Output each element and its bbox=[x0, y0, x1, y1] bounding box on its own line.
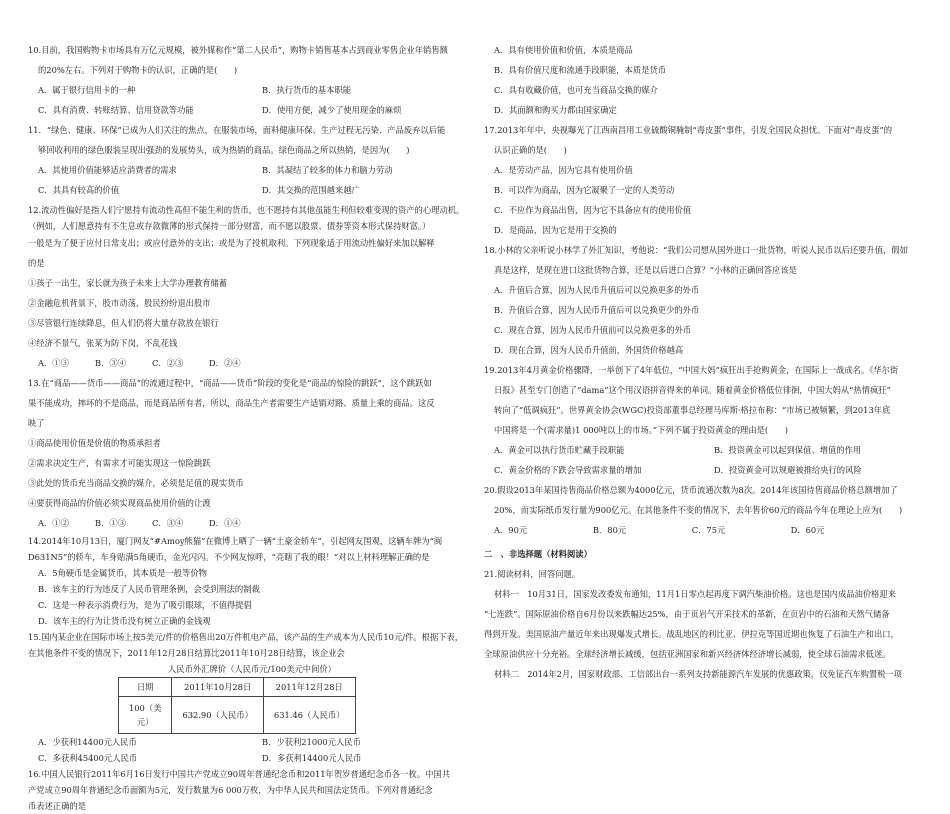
question-12 bbox=[28, 200, 476, 373]
option-a: A．黄金可以执行货币贮藏手段职能 bbox=[494, 445, 625, 455]
option-d: D．其面额和购买力都由国家确定 bbox=[494, 105, 617, 115]
row-label-line: 元） bbox=[136, 717, 154, 727]
option-b: B．80元 bbox=[592, 525, 627, 535]
statement-item: ①孩子一出生，家长就为孩子未来上大学办理教育储蓄 bbox=[28, 278, 228, 288]
question-stem: 在其他条件不变的情况下，2011年12月28日结算比2011年10月28日结算，该企业会 bbox=[28, 648, 345, 658]
option-a: A．少获利14400元人民币 bbox=[38, 737, 137, 747]
question-stem: 够回收利用的绿色服装呈现出强劲的发展势头，成为热销的商品。绿色商品之所以热销，是因为( ) bbox=[38, 145, 410, 155]
option-c: C．多获利45400元人民币 bbox=[38, 753, 138, 763]
question-21 bbox=[484, 564, 924, 684]
question-14 bbox=[28, 533, 476, 629]
option-c: C．不应作为商品出售，因为它不具备应有的使用价值 bbox=[494, 205, 692, 215]
option-row bbox=[484, 440, 924, 460]
statement-item: ③此处的货币充当商品交换的媒介，必须是足值的现实货币 bbox=[28, 478, 244, 488]
option-a: A．是劳动产品，因为它具有使用价值 bbox=[494, 165, 633, 175]
option-row bbox=[28, 160, 476, 180]
option-a: A．①③ bbox=[38, 358, 69, 368]
question-18 bbox=[484, 240, 924, 360]
table-row-label bbox=[119, 697, 172, 734]
option-c: C．现在合算，因为人民币升值前可以兑换更多的外币 bbox=[494, 325, 692, 335]
question-stem: 10.目前，我国购物卡市场具有万亿元规模，被外媒称作“第二人民币”，购物卡销售基本占到商业零售企业年销售额 bbox=[28, 45, 448, 55]
question-10 bbox=[28, 40, 476, 120]
right-column bbox=[484, 40, 924, 684]
question-stem: 中国将是一个(需求量)1 000吨以上的市场。”下列不属于投资黄金的理由是( ) bbox=[494, 425, 788, 435]
option-row bbox=[484, 520, 924, 540]
question-stem: 19.2013年4月黄金价格骤降，一举创下了4年低位，“中国大妈”疯狂出手抢购黄金，在国际上一战成名。《华尔街 bbox=[484, 365, 899, 375]
section-heading: 二 、非选择题（材料阅读） bbox=[484, 549, 592, 559]
question-stem: 真是这样，是现在进口这批货物合算，还是以后进口合算？”小林的正确回答应该是 bbox=[494, 265, 797, 275]
option-b: B．该车主的行为违反了人民币管理条例，会受到刑法的制裁 bbox=[38, 584, 260, 594]
option-a: A．其使用价值能够适应消费者的需求 bbox=[38, 165, 177, 175]
question-stem: D631N5”的轿车，车身贴满5角硬币，金光闪闪。不少网友惊呼，“亮瞎了我的眼！”对以上材料理解正确的是 bbox=[28, 552, 430, 562]
option-a: A．具有使用价值和价值，本质是商品 bbox=[494, 45, 633, 55]
option-c: C．具有消费、转账结算、信用贷款等功能 bbox=[38, 105, 194, 115]
option-row bbox=[28, 734, 476, 750]
question-stem: 的20%左右。下列对于购物卡的认识，正确的是( ) bbox=[38, 65, 238, 75]
option-b: B．可以作为商品，因为它凝聚了一定的人类劳动 bbox=[494, 185, 675, 195]
option-d: D．多获利14400元人民币 bbox=[262, 753, 362, 763]
question-stem: 14.2014年10月13日，厦门网友“#Amoy熊猫”在微博上晒了一辆“土豪金轿车”，引起网友围观，这辆车牌为“闽 bbox=[28, 536, 443, 546]
question-stem: 映了 bbox=[28, 418, 45, 428]
question-stem: 15.国内某企业在国际市场上按5美元/件的价格售出20万件机电产品，该产品的生产成本为人民币10元/件。根据下表， bbox=[28, 632, 464, 642]
table-header-cell: 日期 bbox=[119, 678, 172, 697]
option-b: B．少获利21000元人民币 bbox=[262, 737, 361, 747]
exchange-rate-table bbox=[118, 677, 356, 734]
table-title: 人民币外汇牌价（人民币元/100美元中间价） bbox=[168, 664, 336, 674]
option-a: A．5角硬币是金属货币，其本质是一般等价物 bbox=[38, 568, 207, 578]
material-line: 材料二 2014年2月，国家财政部、工信部出台一系列支持新能源汽车发展的优惠政策，仅免征汽车购置税一项 bbox=[494, 669, 903, 679]
option-a: A．90元 bbox=[494, 525, 528, 535]
question-17 bbox=[484, 120, 924, 240]
option-b: B．①③ bbox=[95, 518, 126, 528]
question-stem: 12.流动性偏好是指人们宁愿持有流动性高但不能生利的货币，也不愿持有其他虽能生利但较难变现的资产的心理动机。 bbox=[28, 205, 465, 215]
option-row bbox=[28, 513, 476, 533]
material-line: 全球原油供应十分充裕。全球经济增长减缓，包括亚洲国家和新兴经济体经济增长减弱，使全球石油需求低迷。 bbox=[484, 649, 891, 659]
table-cell: 631.46（人民币） bbox=[263, 697, 355, 734]
question-stem: 币表述正确的是 bbox=[28, 801, 87, 811]
question-title: 21.阅读材料，回答问题。 bbox=[484, 569, 581, 579]
option-d: D．使用方便，减少了使用现金的麻烦 bbox=[262, 105, 402, 115]
material-line: “七连跌”。国际原油价格自6月份以来跌幅达25%，由于页岩气开采技术的革新，在页岩中的石油和天然气储备 bbox=[484, 609, 890, 619]
question-stem: 17.2013年年中，央视曝光了江西南昌用工业硫酸铜腌制“毒皮蛋”事件，引发全国民众担忧。下面对“毒皮蛋”的 bbox=[484, 125, 893, 135]
question-stem: 认识正确的是( ) bbox=[494, 145, 567, 155]
question-16-options bbox=[484, 40, 924, 120]
option-b: B．投资黄金可以起到保值、增值的作用 bbox=[714, 445, 862, 455]
question-20 bbox=[484, 480, 924, 540]
option-c: C．②③ bbox=[152, 358, 184, 368]
statement-item: ③尽管银行连续降息，但人们仍将大量存款放在银行 bbox=[28, 318, 219, 328]
question-stem: 转向了“低调疯狂”。世界黄金协会(WGC)投资部董事总经理马库斯·格拉布称：“市场已被频繁，到2013年底 bbox=[494, 405, 891, 415]
option-row bbox=[28, 80, 476, 100]
row-label-line: 100（美 bbox=[129, 703, 162, 713]
option-a: A．①② bbox=[38, 518, 69, 528]
option-b: B．③④ bbox=[95, 358, 126, 368]
table-header-cell: 2011年10月28日 bbox=[172, 678, 264, 697]
option-a: A．属于银行信用卡的一种 bbox=[38, 85, 136, 95]
option-a: A．升值后合算，因为人民币升值后可以兑换更多的外币 bbox=[494, 285, 700, 295]
option-c: C．这是一种表示消费行为，是为了吸引眼球，不值得提倡 bbox=[38, 600, 252, 610]
option-d: D．②④ bbox=[209, 358, 241, 368]
statement-item: ②需求决定生产，有需求才可能实现这一惊险跳跃 bbox=[28, 458, 211, 468]
option-b: B．其凝结了较多的体力和脑力劳动 bbox=[262, 165, 393, 175]
question-stem: 20.假设2013年某国待售商品价格总额为4000亿元，货币流通次数为8次。2014年该国待售商品价格总额增加了 bbox=[484, 485, 898, 495]
option-d: D．现在合算，因为人民币升值前，外国货价格越高 bbox=[494, 345, 684, 355]
question-stem: 产党成立90周年普通纪念币面额为5元，发行数量为6 000万枚，为中华人民共和国法定货币。下列对普通纪念 bbox=[28, 785, 433, 795]
question-stem: 日报》甚至专门创造了“dama”这个用汉语拼音得来的单词。随着黄金价格低位徘徊，中国大妈从“热情疯狂” bbox=[494, 385, 891, 395]
option-d: D．该车主的行为让货币没有树立正确的金钱观 bbox=[38, 616, 211, 626]
option-c: C．③④ bbox=[152, 518, 184, 528]
option-b: B．具有价值尺度和流通手段职能，本质是货币 bbox=[494, 65, 667, 75]
statement-item: ②金融危机背景下，股市动荡，股民纷纷退出股市 bbox=[28, 298, 211, 308]
material-line: 得到开发。美国原油产量近年来出现爆发式增长。战乱地区的利比亚、伊拉克等国近期也恢复了石油生产和出口， bbox=[484, 629, 899, 639]
table-row bbox=[119, 697, 356, 734]
option-b: B．执行货币的基本职能 bbox=[262, 85, 352, 95]
table-cell: 632.90（人民币） bbox=[172, 697, 264, 734]
option-d: D．是商品，因为它是用于交换的 bbox=[494, 225, 617, 235]
table-header-row bbox=[119, 678, 356, 697]
question-stem: 11．“绿色、健康、环保”已成为人们关注的焦点，在服装市场，面料健康环保、生产过程无污染、产品废弃以后能 bbox=[28, 125, 446, 135]
option-d: D．投资黄金可以规避被推给央行的风险 bbox=[714, 465, 862, 475]
question-15 bbox=[28, 629, 476, 766]
question-19 bbox=[484, 360, 924, 480]
question-13 bbox=[28, 373, 476, 533]
question-11 bbox=[28, 120, 476, 200]
question-stem: 果不能成功，摔坏的不是商品，而是商品所有者，所以，商品生产者需要生产适销对路、质量上乘的商品。这反 bbox=[28, 398, 435, 408]
question-stem: 的是 bbox=[28, 258, 45, 268]
left-column bbox=[28, 40, 476, 814]
table-header-cell: 2011年12月28日 bbox=[263, 678, 355, 697]
option-row bbox=[484, 460, 924, 480]
question-stem: 16.中国人民银行2011年6月16日发行中国共产党成立90周年普通纪念币和2011年贺岁普通纪念币各一枚。中国共 bbox=[28, 769, 450, 779]
option-c: C．具有收藏价值，也可充当商品交换的媒介 bbox=[494, 85, 658, 95]
option-row bbox=[28, 750, 476, 766]
option-d: D．①④ bbox=[209, 518, 241, 528]
option-c: C．黄金价格的下跌会导致需求量的增加 bbox=[494, 465, 642, 475]
question-16 bbox=[28, 766, 476, 814]
statement-item: ④经济不景气，张某为防下岗，不乱花钱 bbox=[28, 338, 178, 348]
option-c: C．其具有较高的价值 bbox=[38, 185, 120, 195]
question-stem: 13.在“商品——货币——商品”的流通过程中，“商品——货币”阶段的变化是“商品的惊险的跳跃”，这个跳跃如 bbox=[28, 378, 432, 388]
option-row bbox=[28, 353, 476, 373]
option-row bbox=[28, 180, 476, 200]
question-stem: （例如，人们愿意持有不生息或存款微薄的形式保持一部分财富，而不愿以股票、债券等资本形式保持财富。） bbox=[28, 221, 431, 231]
statement-item: ①商品使用价值是价值的物质承担者 bbox=[28, 438, 161, 448]
option-d: D．60元 bbox=[790, 525, 825, 535]
statement-item: ④要获得商品的价值必须实现商品使用价值的让渡 bbox=[28, 498, 211, 508]
question-stem: 一般是为了便于应付日常支出；或应付意外的支出；或是为了投机取利。下列现象适于用流动性偏好来加以解释 bbox=[28, 238, 435, 248]
material-line: 材料一 10月31日，国家发改委发布通知，11月1日零点起再度下调汽柴油价格。这也是国内成品油价格迎来 bbox=[494, 589, 897, 599]
option-c: C．75元 bbox=[691, 525, 726, 535]
option-row bbox=[28, 100, 476, 120]
option-b: B．升值后合算，因为人民币升值后可以兑换更少的外币 bbox=[494, 305, 700, 315]
question-stem: 20%，而实际纸币发行量为900亿元。在其他条件不变的情况下，去年售价60元的商品今年在理论上应为( ) bbox=[494, 505, 903, 515]
option-d: D．其交换的范围越来越广 bbox=[262, 185, 360, 195]
question-stem: 18.小林的父亲听说小林学了外汇知识，考他说：“我们公司想从国外进口一批货物，听说人民币以后还要升值，假如 bbox=[484, 245, 908, 255]
